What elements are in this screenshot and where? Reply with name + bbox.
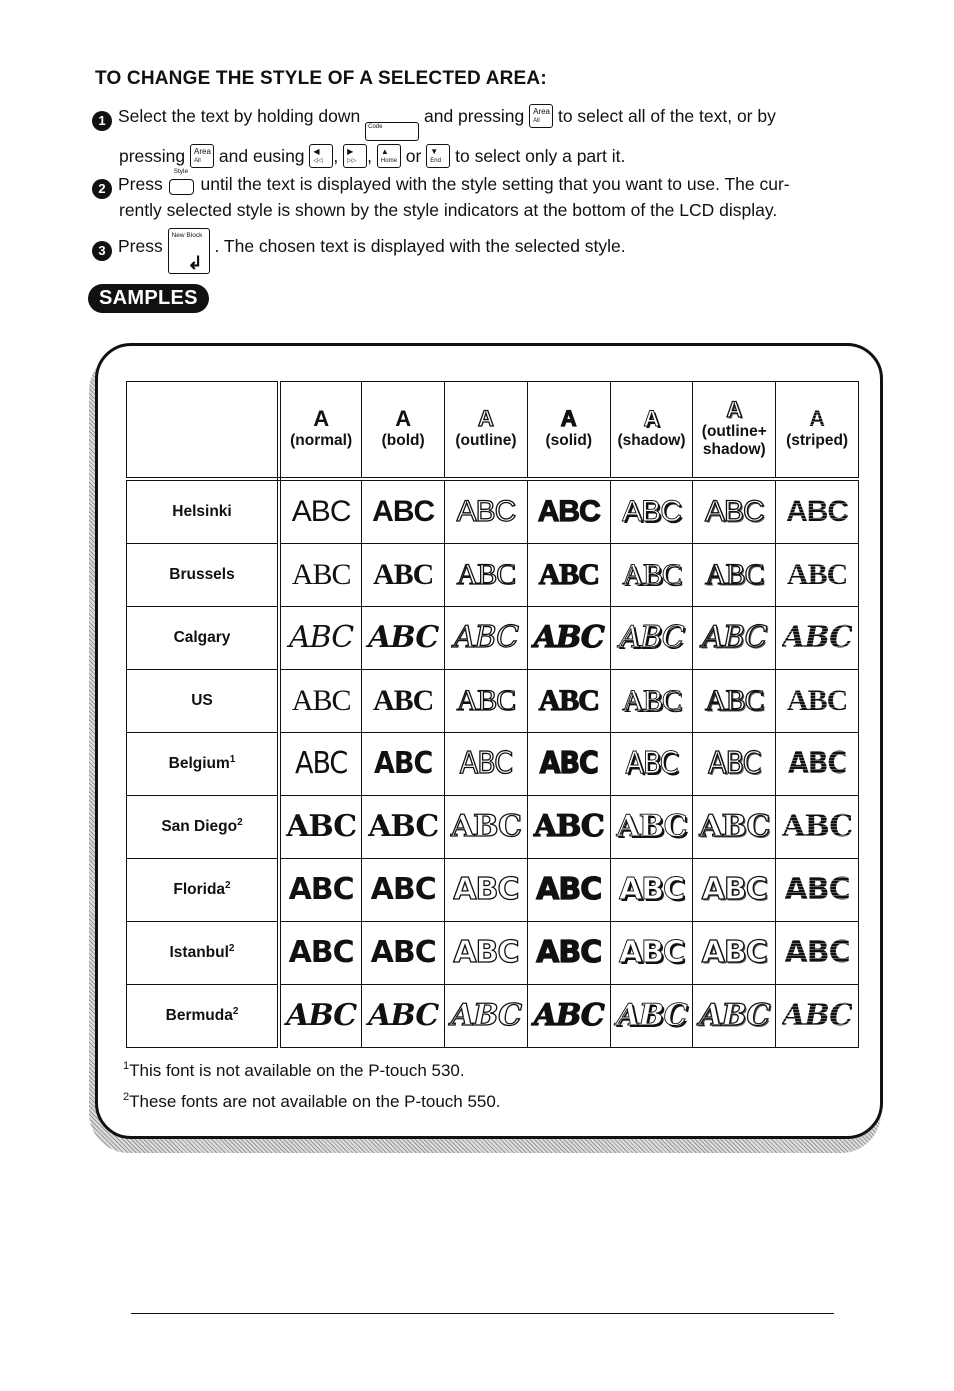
- step-2: [92, 170, 790, 222]
- left-key-icon: ◀ ◁◁: [309, 144, 333, 168]
- sample-cell: [279, 607, 362, 670]
- style-header-0: [279, 382, 362, 480]
- font-name-cell: [127, 479, 280, 544]
- sample-text: ABC: [616, 998, 687, 1033]
- sample-text: ABC: [533, 620, 604, 655]
- style-header-2: [445, 382, 528, 480]
- sample-cell: [610, 859, 693, 922]
- sample-text: ABC: [618, 935, 685, 970]
- step-3-text: . The chosen text is displayed with the selected style.: [214, 236, 626, 256]
- table-row: [127, 607, 859, 670]
- sample-text: ABC: [538, 684, 599, 717]
- new-block-key-icon: New Block ↲: [168, 228, 210, 274]
- step-1-text: ,: [333, 146, 339, 166]
- sample-cell: [362, 607, 445, 670]
- sample-cell: [776, 670, 859, 733]
- sample-text: ABC: [782, 998, 853, 1033]
- font-footnote-mark: 2: [237, 817, 243, 829]
- font-name-cell: [127, 922, 280, 985]
- font-name-cell: [127, 859, 280, 922]
- step-2-text: until the text is displayed with the style setting that you want to use. The cur-: [200, 174, 790, 194]
- step-1-text: or: [405, 146, 422, 166]
- step-1-text: pressing: [119, 146, 186, 166]
- sample-cell: [362, 479, 445, 544]
- sample-cell: [527, 607, 610, 670]
- step-1-text: ,: [367, 146, 373, 166]
- sample-cell: [445, 607, 528, 670]
- step-1: [92, 104, 776, 169]
- sample-text: ABC: [786, 495, 849, 528]
- footnote-1: $^1$This font is not available on the P-touch 530.: [123, 1060, 465, 1080]
- sample-text: ABC: [625, 746, 678, 781]
- sample-cell: [527, 922, 610, 985]
- sample-text: ABC: [450, 809, 521, 844]
- sample-cell: [610, 479, 693, 544]
- sample-text: ABC: [453, 872, 519, 907]
- samples-badge: SAMPLES: [88, 284, 209, 313]
- sample-text: ABC: [784, 872, 850, 907]
- font-name: US: [191, 692, 213, 709]
- sample-cell: [445, 544, 528, 607]
- sample-cell: [279, 796, 362, 859]
- sample-text: ABC: [368, 809, 439, 844]
- sample-cell: [776, 796, 859, 859]
- sample-cell: [445, 859, 528, 922]
- sample-cell: [527, 985, 610, 1048]
- sample-text: ABC: [459, 746, 513, 781]
- sample-cell: [776, 479, 859, 544]
- style-label: (striped): [786, 431, 849, 449]
- step-1-text: Select the text by holding down: [118, 106, 361, 126]
- sample-cell: [445, 922, 528, 985]
- sample-cell: [527, 859, 610, 922]
- page-footer-rule: [131, 1313, 834, 1314]
- font-name: Belgium: [168, 755, 230, 773]
- step-1-text: to select all of the text, or by: [557, 106, 776, 126]
- table-row: [127, 479, 859, 544]
- font-name: Istanbul: [169, 944, 229, 962]
- sample-text: ABC: [539, 746, 598, 781]
- sample-cell: [527, 670, 610, 733]
- table-row: [127, 859, 859, 922]
- sample-cell: [362, 922, 445, 985]
- style-header-6: [776, 382, 859, 480]
- font-name: Brussels: [169, 566, 235, 583]
- table-header-row: [127, 382, 859, 480]
- step-2-text: rently selected style is shown by the style indicators at the bottom of the LCD display.: [119, 200, 778, 220]
- sample-text: ABC: [704, 558, 764, 591]
- style-glyph: A: [643, 405, 660, 431]
- sample-cell: [279, 544, 362, 607]
- end-key-icon: ▼ End: [426, 144, 450, 168]
- sample-cell: [610, 796, 693, 859]
- step-number-2: 2: [92, 179, 112, 199]
- style-glyph: A: [726, 396, 743, 422]
- style-label: (normal): [290, 431, 353, 449]
- font-name: Calgary: [173, 629, 231, 646]
- sample-cell: [279, 859, 362, 922]
- sample-text: ABC: [373, 684, 434, 717]
- step-3: [92, 228, 626, 274]
- sample-text: ABC: [291, 558, 351, 591]
- sample-text: ABC: [619, 620, 684, 655]
- font-name-cell: [127, 607, 280, 670]
- code-key-icon: Code: [365, 122, 419, 141]
- sample-text: ABC: [286, 998, 357, 1033]
- sample-cell: [279, 733, 362, 796]
- step-3-text: Press: [118, 236, 163, 256]
- font-name-cell: [127, 733, 280, 796]
- sample-text: ABC: [456, 558, 516, 591]
- sample-text: ABC: [784, 935, 850, 970]
- style-glyph: A: [313, 405, 330, 431]
- font-name: San Diego: [161, 818, 238, 836]
- style-header-4: [610, 382, 693, 480]
- sample-cell: [279, 670, 362, 733]
- sample-text: ABC: [370, 872, 436, 907]
- sample-text: ABC: [622, 495, 681, 528]
- table-row: [127, 733, 859, 796]
- sample-text: ABC: [368, 620, 439, 655]
- table-row: [127, 670, 859, 733]
- sample-text: ABC: [294, 746, 348, 781]
- sample-cell: [776, 607, 859, 670]
- sample-text: ABC: [456, 684, 516, 717]
- sample-text: ABC: [533, 809, 604, 844]
- step-1-text: to select only a part it.: [455, 146, 626, 166]
- style-label: (outline+ shadow): [701, 422, 767, 458]
- sample-cell: [693, 922, 776, 985]
- sample-text: ABC: [786, 684, 848, 717]
- sample-cell: [527, 544, 610, 607]
- font-name-cell: [127, 796, 280, 859]
- font-footnote-mark: 2: [232, 1006, 239, 1018]
- sample-cell: [693, 733, 776, 796]
- sample-text: ABC: [291, 684, 351, 717]
- sample-cell: [445, 796, 528, 859]
- style-glyph: A: [395, 405, 412, 431]
- sample-cell: [610, 922, 693, 985]
- font-name: Helsinki: [172, 503, 232, 520]
- sample-text: ABC: [538, 558, 599, 591]
- sample-text: ABC: [704, 684, 764, 717]
- style-glyph: A: [560, 405, 577, 431]
- sample-text: ABC: [537, 495, 600, 528]
- sample-cell: [693, 859, 776, 922]
- font-name-cell: [127, 985, 280, 1048]
- style-header-1: [362, 382, 445, 480]
- sample-text: ABC: [618, 872, 685, 907]
- sample-cell: [693, 796, 776, 859]
- style-header-5: [693, 382, 776, 480]
- step-1-text: and pressing: [424, 106, 525, 126]
- sample-text: ABC: [453, 935, 519, 970]
- style-glyph: A: [478, 405, 494, 431]
- sample-cell: [776, 733, 859, 796]
- style-label: (solid): [545, 431, 592, 449]
- sample-cell: [362, 670, 445, 733]
- sample-cell: [776, 985, 859, 1048]
- font-name-cell: [127, 670, 280, 733]
- home-key-icon: ▲ Home: [377, 144, 401, 168]
- font-name: Bermuda: [165, 1007, 233, 1025]
- table-row: [127, 922, 859, 985]
- table-row: [127, 796, 859, 859]
- sample-text: ABC: [702, 620, 767, 655]
- sample-text: ABC: [289, 620, 354, 655]
- sample-cell: [610, 733, 693, 796]
- sample-cell: [776, 859, 859, 922]
- sample-text: ABC: [782, 620, 853, 655]
- sample-cell: [362, 985, 445, 1048]
- sample-cell: [693, 607, 776, 670]
- sample-cell: [279, 985, 362, 1048]
- sample-text: ABC: [708, 746, 761, 781]
- sample-cell: [527, 479, 610, 544]
- style-header-3: [527, 382, 610, 480]
- sample-cell: [610, 670, 693, 733]
- sample-text: ABC: [536, 872, 602, 907]
- sample-cell: [279, 922, 362, 985]
- style-key-icon: Style: [168, 170, 196, 196]
- sample-cell: [693, 544, 776, 607]
- sample-text: ABC: [704, 495, 764, 528]
- sample-text: ABC: [450, 998, 521, 1033]
- area-all-key-icon: Area All: [529, 104, 553, 128]
- sample-text: ABC: [787, 746, 847, 781]
- sample-cell: [445, 733, 528, 796]
- sample-text: ABC: [699, 998, 770, 1033]
- sample-cell: [527, 796, 610, 859]
- sample-text: ABC: [701, 872, 767, 907]
- sample-text: ABC: [372, 495, 435, 528]
- sample-cell: [445, 670, 528, 733]
- step-number-1: 1: [92, 111, 112, 131]
- table-corner-cell: [127, 382, 280, 480]
- sample-cell: [610, 544, 693, 607]
- sample-text: ABC: [533, 998, 604, 1033]
- sample-text: ABC: [368, 998, 439, 1033]
- sample-text: ABC: [456, 495, 516, 528]
- font-footnote-mark: 2: [225, 880, 231, 892]
- footnote-2: $^2$These fonts are not available on the P-touch 550.: [123, 1091, 501, 1111]
- sample-text: ABC: [370, 935, 436, 970]
- sample-text: ABC: [699, 809, 770, 844]
- sample-text: ABC: [373, 558, 434, 591]
- sample-cell: [362, 796, 445, 859]
- font-footnote-mark: 2: [228, 943, 235, 955]
- style-label: (shadow): [617, 431, 686, 449]
- sample-text: ABC: [453, 620, 519, 655]
- step-1-text: and eusing: [218, 146, 305, 166]
- font-style-table: [126, 381, 859, 1048]
- sample-text: ABC: [622, 558, 681, 591]
- sample-text: ABC: [622, 684, 681, 717]
- sample-cell: [776, 922, 859, 985]
- step-2-text: Press: [118, 174, 163, 194]
- sample-text: ABC: [288, 935, 354, 970]
- sample-text: ABC: [786, 558, 848, 591]
- sample-text: ABC: [536, 935, 602, 970]
- sample-text: ABC: [782, 809, 853, 844]
- sample-cell: [445, 479, 528, 544]
- sample-cell: [362, 733, 445, 796]
- sample-text: ABC: [286, 809, 357, 844]
- font-footnote-mark: 1: [229, 754, 236, 766]
- table-row: [127, 544, 859, 607]
- sample-text: ABC: [291, 495, 351, 528]
- area-all-key-icon: Area All: [190, 144, 214, 168]
- sample-cell: [362, 859, 445, 922]
- table-row: [127, 985, 859, 1048]
- style-label: (outline): [455, 431, 517, 449]
- sample-cell: [693, 479, 776, 544]
- sample-cell: [527, 733, 610, 796]
- step-number-3: 3: [92, 241, 112, 261]
- style-glyph: A: [776, 410, 858, 428]
- section-heading: TO CHANGE THE STYLE OF A SELECTED AREA:: [95, 68, 547, 89]
- sample-cell: [610, 985, 693, 1048]
- sample-cell: [362, 544, 445, 607]
- sample-cell: [776, 544, 859, 607]
- sample-text: ABC: [701, 935, 767, 970]
- sample-cell: [693, 670, 776, 733]
- sample-text: ABC: [616, 809, 687, 844]
- right-key-icon: ▶ ▷▷: [343, 144, 367, 168]
- sample-text: ABC: [374, 746, 433, 781]
- font-name-cell: [127, 544, 280, 607]
- style-label: (bold): [381, 431, 425, 449]
- sample-cell: [610, 607, 693, 670]
- sample-cell: [445, 985, 528, 1048]
- sample-cell: [279, 479, 362, 544]
- sample-text: ABC: [288, 872, 354, 907]
- sample-cell: [693, 985, 776, 1048]
- font-name: Florida: [173, 881, 226, 899]
